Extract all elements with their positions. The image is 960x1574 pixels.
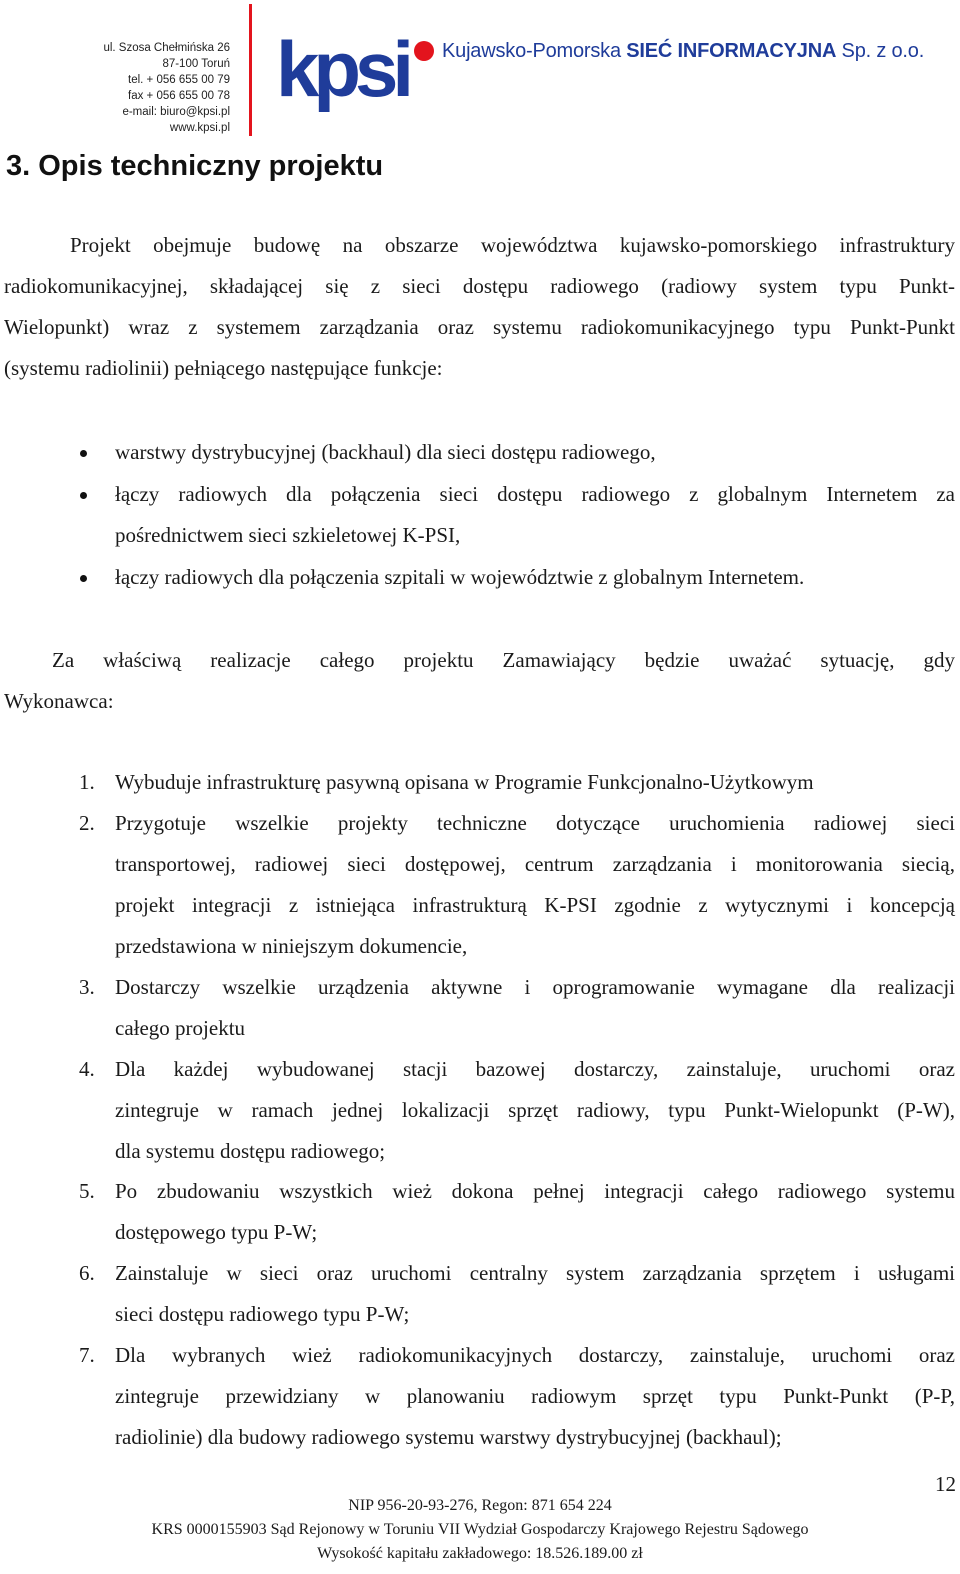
list-item-continuation: dla systemu dostępu radiowego; (115, 1139, 386, 1163)
list-item: Dla wybranych wież radiokomunikacyjnych dostarczy, zainstaluje, uruchomi oraz (115, 1343, 955, 1367)
list-item-continuation: sieci dostępu radiowego typu P-W; (115, 1302, 410, 1326)
list-item-continuation: transportowej, radiowej sieci dostępowej, centrum zarządzania i monitorowania siecią, (115, 852, 955, 876)
list-number: 2. (79, 811, 95, 835)
list-item-continuation: radiolinie) dla budowy radiowego systemu warstwy dystrybucyjnej (backhaul); (115, 1425, 782, 1449)
header-divider (249, 4, 252, 136)
paragraph-line: Za właściwą realizacje całego projektu Zamawiający będzie uważać sytuację, gdy (52, 648, 955, 672)
footer-nip-regon: NIP 956-20-93-276, Regon: 871 654 224 (348, 1497, 612, 1514)
list-item: Dla każdej wybudowanej stacji bazowej dostarczy, zainstaluje, uruchomi oraz (115, 1057, 955, 1081)
list-item: łączy radiowych dla połączenia szpitali w województwie z globalnym Internetem. (115, 565, 805, 589)
list-item-continuation: zintegruje przewidziany w planowaniu radiowym sprzęt typu Punkt-Punkt (P-P, (115, 1384, 955, 1408)
address-email: e-mail: biuro@kpsi.pl (122, 106, 230, 118)
letterhead (0, 0, 960, 140)
company-name-bold: SIEĆ INFORMACYJNA (626, 40, 837, 62)
list-item-continuation: dostępowego typu P-W; (115, 1220, 318, 1244)
list-number: 1. (79, 770, 95, 794)
list-number: 4. (79, 1057, 95, 1081)
company-address (80, 40, 230, 136)
address-street: ul. Szosa Chełmińska 26 (103, 42, 230, 54)
list-item-continuation: całego projektu (115, 1016, 246, 1040)
kpsi-logo: kpsi (276, 25, 409, 113)
address-website: www.kpsi.pl (169, 122, 230, 134)
bullet-icon (80, 450, 87, 457)
paragraph-line: Wykonawca: (4, 689, 114, 713)
list-number: 6. (79, 1261, 95, 1285)
list-item: warstwy dystrybucyjnej (backhaul) dla sieci dostępu radiowego, (115, 440, 656, 464)
bullet-icon (80, 492, 87, 499)
address-city: 87-100 Toruń (162, 58, 230, 70)
list-item-continuation: przedstawiona w niniejszym dokumencie, (115, 934, 468, 958)
bullet-icon (80, 575, 87, 582)
list-number: 7. (79, 1343, 95, 1367)
company-name-plain: Kujawsko-Pomorska (442, 40, 627, 62)
paragraph-line: radiokomunikacyjnej, składającej się z sieci dostępu radiowego (radiowy system typu Punkt- (4, 274, 955, 298)
company-name (442, 40, 924, 63)
list-item: Wybuduje infrastrukturę pasywną opisana w Programie Funkcjonalno-Użytkowym (115, 770, 814, 794)
company-name-suffix: Sp. z o.o. (836, 40, 925, 62)
list-item: łączy radiowych dla połączenia sieci dostępu radiowego z globalnym Internetem za (115, 482, 955, 506)
paragraph-line: (systemu radiolinii) pełniącego następujące funkcje: (4, 356, 443, 380)
list-item: Przygotuje wszelkie projekty techniczne dotyczące uruchomienia radiowej sieci (115, 811, 955, 835)
paragraph-line: Wielopunkt) wraz z systemem zarządzania oraz systemu radiokomunikacyjnego typu Punkt-Punkt (4, 315, 955, 339)
section-title: 3. Opis techniczny projektu (6, 150, 384, 182)
list-number: 3. (79, 975, 95, 999)
list-item: Dostarczy wszelkie urządzenia aktywne i oprogramowanie wymagane dla realizacji (115, 975, 955, 999)
list-item-continuation: projekt integracji z istniejąca infrastrukturą K-PSI zgodnie z wytycznymi i koncepcją (115, 893, 955, 917)
list-number: 5. (79, 1179, 95, 1203)
list-item-continuation: zintegruje w ramach jednej lokalizacji sprzęt radiowy, typu Punkt-Wielopunkt (P-W), (115, 1098, 955, 1122)
logo-red-dot-icon (414, 41, 434, 61)
list-item: Zainstaluje w sieci oraz uruchomi centralny system zarządzania sprzętem i usługami (115, 1261, 955, 1285)
address-fax: fax + 056 655 00 78 (128, 90, 230, 102)
footer-capital: Wysokość kapitału zakładowego: 18.526.189.00 zł (317, 1545, 643, 1562)
list-item-continuation: pośrednictwem sieci szkieletowej K-PSI, (115, 523, 461, 547)
page-number: 12 (935, 1472, 956, 1496)
footer-krs: KRS 0000155903 Sąd Rejonowy w Toruniu VII Wydział Gospodarczy Krajowego Rejestru Sądowego (151, 1521, 809, 1538)
address-phone: tel. + 056 655 00 79 (128, 74, 230, 86)
list-item: Po zbudowaniu wszystkich wież dokona pełnej integracji całego radiowego systemu (115, 1179, 955, 1203)
paragraph-line: Projekt obejmuje budowę na obszarze województwa kujawsko-pomorskiego infrastruktury (70, 233, 955, 257)
